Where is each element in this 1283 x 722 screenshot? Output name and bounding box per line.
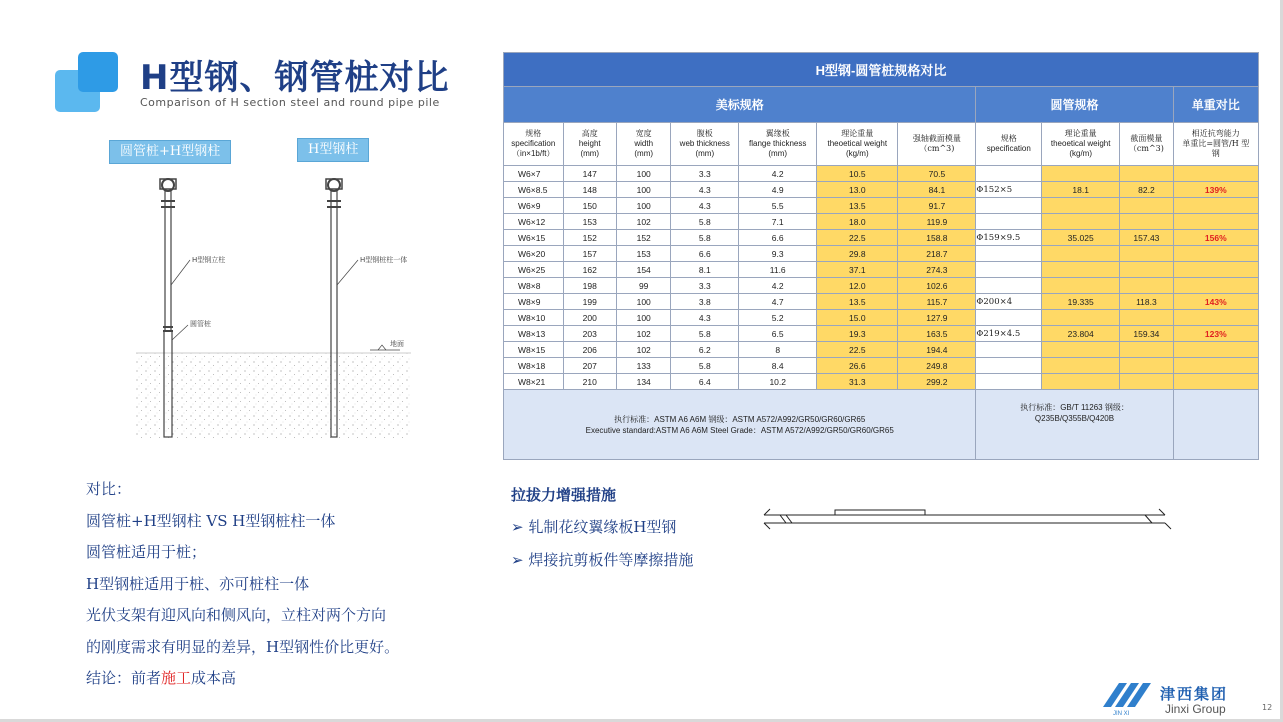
table-cell xyxy=(1042,310,1120,326)
table-cell: 19.3 xyxy=(817,326,898,342)
table-row xyxy=(504,246,1259,262)
table-cell: 8 xyxy=(739,342,817,358)
table-cell xyxy=(1042,374,1120,390)
table-cell: 206 xyxy=(563,342,616,358)
table-row xyxy=(504,342,1259,358)
table-cell: 152 xyxy=(616,230,670,246)
table-cell: 3.3 xyxy=(671,278,739,294)
table-cell: 143% xyxy=(1173,294,1258,310)
table-cell xyxy=(976,342,1042,358)
table-cell xyxy=(1042,198,1120,214)
table-cell: 5.8 xyxy=(671,358,739,374)
table-cell: W6×8.5 xyxy=(504,182,564,198)
table-cell: 23.804 xyxy=(1042,326,1120,342)
table-cell: 163.5 xyxy=(898,326,976,342)
label-ground: 地面 xyxy=(390,340,404,348)
table-row xyxy=(504,198,1259,214)
soil-area xyxy=(136,353,411,438)
table-cell: 100 xyxy=(616,310,670,326)
table-cell xyxy=(976,310,1042,326)
table-cell xyxy=(1173,262,1258,278)
table-row xyxy=(504,326,1259,342)
table-cell: W6×12 xyxy=(504,214,564,230)
table-cell: W6×9 xyxy=(504,198,564,214)
comparison-line: 光伏支架有迎风向和侧风向，立柱对两个方向 xyxy=(86,606,387,624)
table-cell: Φ152×5 xyxy=(976,182,1042,198)
logo-text: JIN XI xyxy=(1113,711,1130,717)
table-cell: 18.0 xyxy=(817,214,898,230)
table-cell: 10.2 xyxy=(739,374,817,390)
page-subtitle: Comparison of H section steel and round pipe pile xyxy=(140,96,440,109)
table-cell: 157.43 xyxy=(1120,230,1173,246)
table-cell: 162 xyxy=(563,262,616,278)
table-cell: Φ219×4.5 xyxy=(976,326,1042,342)
label-pipe: 圆管桩 xyxy=(190,320,211,328)
table-cell: 194.4 xyxy=(898,342,976,358)
table-cell: 5.2 xyxy=(739,310,817,326)
table-cell xyxy=(976,278,1042,294)
table-cell: 156% xyxy=(1173,230,1258,246)
table-cell xyxy=(1173,278,1258,294)
table-cell xyxy=(1120,214,1173,230)
table-cell: 22.5 xyxy=(817,342,898,358)
table-cell: 210 xyxy=(563,374,616,390)
conclusion-suffix: 成本高 xyxy=(191,669,237,687)
table-cell xyxy=(1173,310,1258,326)
table-cell xyxy=(1173,342,1258,358)
table-cell: 8.1 xyxy=(671,262,739,278)
table-cell xyxy=(1120,342,1173,358)
brand-name-cn: 津西集团 xyxy=(1160,685,1229,703)
group-pipe-spec: 圆管规格 xyxy=(976,87,1173,123)
tag-pipe-plus-h-column: 圆管桩+H型钢柱 xyxy=(109,140,231,164)
table-cell: 200 xyxy=(563,310,616,326)
table-cell: 133 xyxy=(616,358,670,374)
table-cell: 134 xyxy=(616,374,670,390)
table-row xyxy=(504,310,1259,326)
table-cell: 127.9 xyxy=(898,310,976,326)
table-cell xyxy=(1042,262,1120,278)
h-beam-profile-drawing xyxy=(760,505,1175,535)
table-cell xyxy=(976,374,1042,390)
table-cell: 5.8 xyxy=(671,230,739,246)
table-cell xyxy=(976,358,1042,374)
table-cell: W6×20 xyxy=(504,246,564,262)
table-cell: 15.0 xyxy=(817,310,898,326)
table-cell: 152 xyxy=(563,230,616,246)
table-cell: 3.3 xyxy=(671,166,739,182)
table-row xyxy=(504,262,1259,278)
table-cell: 249.8 xyxy=(898,358,976,374)
table-cell xyxy=(1042,214,1120,230)
table-cell: 115.7 xyxy=(898,294,976,310)
comparison-line: 对比： xyxy=(86,480,132,498)
table-cell: 299.2 xyxy=(898,374,976,390)
title-decoration-square-front xyxy=(78,52,118,92)
column-header: 高度 height (mm) xyxy=(563,123,616,166)
column-header: 相近抗弯能力 单重比=圆管/H 型 钢 xyxy=(1173,123,1258,166)
table-cell: 13.0 xyxy=(817,182,898,198)
page-number: 12 xyxy=(1262,703,1273,712)
table-cell: 102 xyxy=(616,214,670,230)
jinxi-logo-icon xyxy=(1097,677,1155,717)
table-cell: W6×7 xyxy=(504,166,564,182)
table-cell: 150 xyxy=(563,198,616,214)
table-cell: 7.1 xyxy=(739,214,817,230)
comparison-line: H型钢桩适用于桩、亦可桩柱一体 xyxy=(86,574,310,593)
conclusion-line xyxy=(86,663,399,695)
table-cell: 159.34 xyxy=(1120,326,1173,342)
measure-item: ➢ 轧制花纹翼缘板H型钢 xyxy=(511,518,677,536)
table-cell: 4.2 xyxy=(739,166,817,182)
table-cell: 8.4 xyxy=(739,358,817,374)
table-cell xyxy=(976,246,1042,262)
table-cell: 158.8 xyxy=(898,230,976,246)
measures-title: 拉拔力增强措施 xyxy=(511,486,617,504)
table-cell: 3.8 xyxy=(671,294,739,310)
column-header: 规格 specification （in×1b/ft） xyxy=(504,123,564,166)
table-cell: 153 xyxy=(563,214,616,230)
table-row xyxy=(504,230,1259,246)
table-cell xyxy=(1042,342,1120,358)
table-cell: W6×25 xyxy=(504,262,564,278)
table-cell: 102.6 xyxy=(898,278,976,294)
table-cell: 4.9 xyxy=(739,182,817,198)
column-header: 理论重量 theoetical weight (kg/m) xyxy=(817,123,898,166)
table-cell xyxy=(976,262,1042,278)
column-header: 规格 specification xyxy=(976,123,1042,166)
table-cell: 6.6 xyxy=(739,230,817,246)
table-row xyxy=(504,182,1259,198)
column-header: 截面模量 （cm^3) xyxy=(1120,123,1173,166)
table-cell: 29.8 xyxy=(817,246,898,262)
column-header: 宽度 width (mm) xyxy=(616,123,670,166)
table-cell xyxy=(976,198,1042,214)
table-cell: 26.6 xyxy=(817,358,898,374)
table-cell xyxy=(1042,358,1120,374)
table-cell: W8×18 xyxy=(504,358,564,374)
table-cell: 4.3 xyxy=(671,310,739,326)
conclusion-highlight: 施工 xyxy=(161,669,192,687)
group-weight-compare: 单重对比 xyxy=(1173,87,1258,123)
table-cell: 119.9 xyxy=(898,214,976,230)
table-cell: 5.8 xyxy=(671,214,739,230)
table-cell: 6.4 xyxy=(671,374,739,390)
table-cell: 154 xyxy=(616,262,670,278)
table-title: H型钢-圆管桩规格对比 xyxy=(504,53,1259,87)
table-row xyxy=(504,358,1259,374)
table-cell xyxy=(1173,374,1258,390)
table-cell xyxy=(1173,214,1258,230)
table-cell: 207 xyxy=(563,358,616,374)
table-cell: 13.5 xyxy=(817,294,898,310)
tag-h-column: H型钢柱 xyxy=(297,138,369,162)
table-cell: 102 xyxy=(616,342,670,358)
table-cell: 70.5 xyxy=(898,166,976,182)
table-cell: W8×9 xyxy=(504,294,564,310)
table-cell: 147 xyxy=(563,166,616,182)
table-cell xyxy=(1042,278,1120,294)
label-h-column: H型钢立柱 xyxy=(192,256,226,264)
table-cell: 37.1 xyxy=(817,262,898,278)
table-row xyxy=(504,374,1259,390)
table-cell: 22.5 xyxy=(817,230,898,246)
table-cell: 148 xyxy=(563,182,616,198)
table-cell: 274.3 xyxy=(898,262,976,278)
table-cell: 6.6 xyxy=(671,246,739,262)
table-cell: 82.2 xyxy=(1120,182,1173,198)
column-header: 腹板 web thickness (mm) xyxy=(671,123,739,166)
table-cell: 19.335 xyxy=(1042,294,1120,310)
table-cell: W8×10 xyxy=(504,310,564,326)
table-row xyxy=(504,278,1259,294)
table-cell: 10.5 xyxy=(817,166,898,182)
table-footer-weight xyxy=(1173,390,1258,460)
table-row xyxy=(504,294,1259,310)
table-cell: W8×21 xyxy=(504,374,564,390)
table-cell: 4.2 xyxy=(739,278,817,294)
table-cell: 4.3 xyxy=(671,198,739,214)
table-cell: W8×15 xyxy=(504,342,564,358)
table-cell: 100 xyxy=(616,294,670,310)
table-cell xyxy=(1042,246,1120,262)
table-cell: 118.3 xyxy=(1120,294,1173,310)
pile-drawing-svg xyxy=(108,135,418,445)
table-cell xyxy=(1120,198,1173,214)
table-cell: 9.3 xyxy=(739,246,817,262)
table-cell: 199 xyxy=(563,294,616,310)
table-cell: 11.6 xyxy=(739,262,817,278)
table-cell: W6×15 xyxy=(504,230,564,246)
table-cell: Φ159×9.5 xyxy=(976,230,1042,246)
table-cell: 102 xyxy=(616,326,670,342)
table-cell: 91.7 xyxy=(898,198,976,214)
table-cell xyxy=(1173,246,1258,262)
table-cell: 157 xyxy=(563,246,616,262)
table-cell: 12.0 xyxy=(817,278,898,294)
table-cell xyxy=(1173,198,1258,214)
table-footer-us: 执行标准：ASTM A6 A6M 钢级：ASTM A572/A992/GR50/GR60/GR65 Executive standard:ASTM A6 A6M Steel Grade：ASTM A572/A992/GR50/GR60/GR65 xyxy=(504,390,976,460)
page-title: H型钢、钢管桩对比 xyxy=(140,58,450,98)
table-cell: 4.7 xyxy=(739,294,817,310)
table-cell xyxy=(1120,374,1173,390)
comparison-text xyxy=(86,474,399,695)
table-cell: 4.3 xyxy=(671,182,739,198)
table-cell: 153 xyxy=(616,246,670,262)
table-cell xyxy=(1042,166,1120,182)
table-cell: 203 xyxy=(563,326,616,342)
table-cell: W8×8 xyxy=(504,278,564,294)
table-footer-pipe: 执行标准：GB/T 11263 钢级： Q235B/Q355B/Q420B xyxy=(976,390,1173,460)
conclusion-prefix: 结论：前者 xyxy=(86,669,162,687)
table-cell: 100 xyxy=(616,182,670,198)
table-cell: 100 xyxy=(616,198,670,214)
table-cell: 18.1 xyxy=(1042,182,1120,198)
table-cell xyxy=(1120,358,1173,374)
table-cell: W8×13 xyxy=(504,326,564,342)
table-cell: 123% xyxy=(1173,326,1258,342)
table-cell: 6.2 xyxy=(671,342,739,358)
table-cell: 13.5 xyxy=(817,198,898,214)
table-cell: 139% xyxy=(1173,182,1258,198)
table-row xyxy=(504,166,1259,182)
table-cell: 100 xyxy=(616,166,670,182)
table-cell: 198 xyxy=(563,278,616,294)
table-cell: 35.025 xyxy=(1042,230,1120,246)
column-header: 理论重量 theoetical weight (kg/m) xyxy=(1042,123,1120,166)
table-row xyxy=(504,214,1259,230)
table-cell: 5.5 xyxy=(739,198,817,214)
brand-name-en: Jinxi Group xyxy=(1165,702,1226,716)
comparison-line: 的刚度需求有明显的差异，H型钢性价比更好。 xyxy=(86,637,400,656)
table-cell xyxy=(976,214,1042,230)
table-cell: 6.5 xyxy=(739,326,817,342)
group-us-spec: 美标规格 xyxy=(504,87,976,123)
pile-comparison-drawing xyxy=(108,135,418,445)
measure-item: ➢ 焊接抗剪板件等摩擦措施 xyxy=(511,551,694,569)
table-cell xyxy=(1173,358,1258,374)
table-cell: 99 xyxy=(616,278,670,294)
table-cell xyxy=(1173,166,1258,182)
comparison-line: 圆管桩+H型钢柱 VS H型钢桩柱一体 xyxy=(86,511,336,530)
table-cell xyxy=(1120,310,1173,326)
column-header: 翼缘板 flange thickness (mm) xyxy=(739,123,817,166)
table-cell xyxy=(1120,262,1173,278)
table-cell: Φ200×4 xyxy=(976,294,1042,310)
table-cell xyxy=(1120,278,1173,294)
table-cell: 218.7 xyxy=(898,246,976,262)
table-cell xyxy=(976,166,1042,182)
table-cell xyxy=(1120,166,1173,182)
label-integrated: H型钢桩柱一体 xyxy=(360,256,408,264)
comparison-line: 圆管桩适用于桩； xyxy=(86,543,207,561)
table-cell xyxy=(1120,246,1173,262)
table-cell: 31.3 xyxy=(817,374,898,390)
table-cell: 84.1 xyxy=(898,182,976,198)
spec-comparison-table xyxy=(503,52,1259,460)
table-cell: 5.8 xyxy=(671,326,739,342)
column-header: 强轴截面模量 （cm^3) xyxy=(898,123,976,166)
